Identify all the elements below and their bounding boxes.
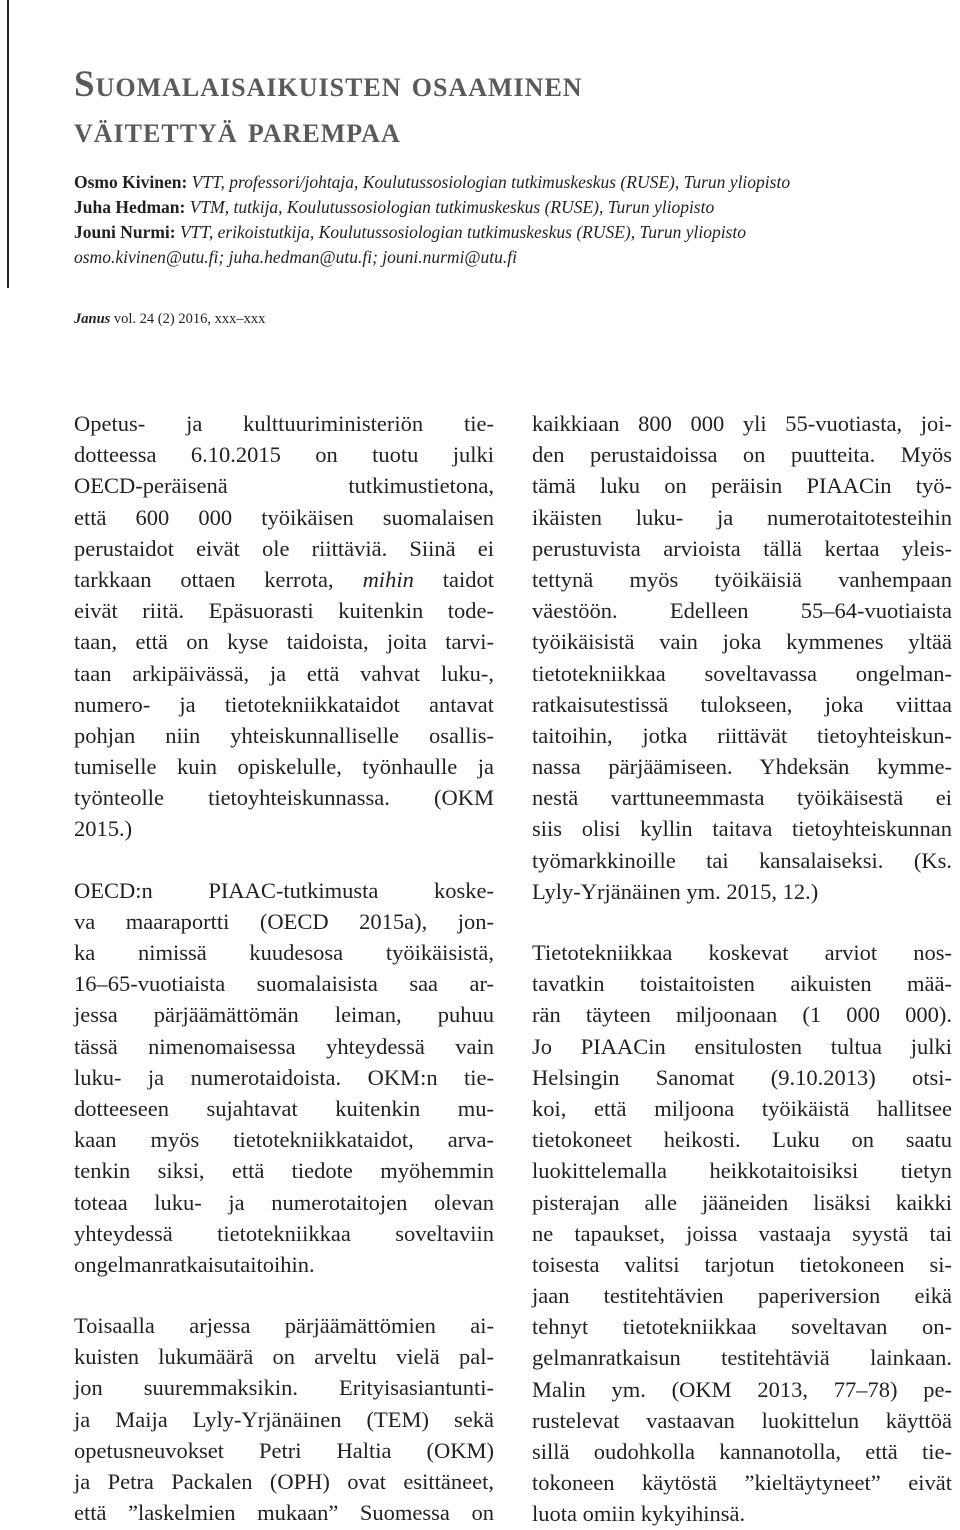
text-line: että 600 000 työikäisen suomalaisen: [74, 504, 494, 530]
text-line: tumiselle kuin opiskelulle, työnhaulle ja: [74, 754, 494, 780]
text-line: luokittelemalla heikkotaitoisiksi tietyn: [532, 1158, 952, 1184]
text-line: nestä varttuneemmasta työikäisestä ei: [532, 785, 952, 811]
text-line: tokoneen käytöstä ”kieltäytyneet” eivät: [532, 1470, 952, 1496]
text-line: työikäisistä vain joka kymmenes yltää: [532, 629, 952, 655]
margin-rule: [7, 0, 9, 288]
text-line: jaan testitehtävien paperiversion eikä: [532, 1283, 952, 1309]
text-line: Malin ym. (OKM 2013, 77–78) pe-: [532, 1376, 952, 1402]
text-line: tavatkin toistaitoisten aikuisten mää-: [532, 971, 952, 997]
text-line: OECD-peräisenä tutkimustietona,: [74, 473, 494, 499]
text-line: ratkaisutestissä tulokseen, joka viittaa: [532, 691, 952, 717]
text-line: tenkin siksi, että tiedote myöhemmin: [74, 1158, 494, 1184]
text-line: numero- ja tietotekniikkataidot antavat: [74, 691, 494, 717]
text-line: Helsingin Sanomat (9.10.2013) otsi-: [532, 1064, 952, 1090]
text-line: den perustaidoissa on puutteita. Myös: [532, 442, 952, 468]
author-affiliation: VTT, professori/johtaja, Koulutussosiologian tutkimuskeskus (RUSE), Turun yliopisto: [191, 172, 791, 192]
text-line: ja Petra Packalen (OPH) ovat esittäneet,: [74, 1469, 494, 1494]
author-affiliation: VTT, erikoistutkija, Koulutussosiologian tutkimuskeskus (RUSE), Turun yliopisto: [179, 222, 746, 242]
text-line: Jo PIAACin ensitulosten tultua julki: [532, 1033, 952, 1059]
paragraph: [532, 937, 952, 1530]
text-line: jon suuremmaksikin. Erityisasiantunti-: [74, 1375, 494, 1401]
text-line: 2015.): [74, 816, 133, 842]
text-line: työnteolle tietoyhteiskunnassa. (OKM: [74, 785, 494, 811]
author-row: [74, 170, 934, 195]
author-name: Jouni Nurmi:: [74, 222, 176, 242]
text-segment: taidot: [413, 566, 494, 592]
text-line: OECD:n PIAAC-tutkimusta koske-: [74, 877, 494, 903]
author-row: [74, 220, 934, 245]
article-title: [74, 62, 914, 154]
text-line: toisesta valitsi tarjotun tietokoneen si-: [532, 1251, 952, 1277]
text-line: koi, että miljoona työikäistä hallitsee: [532, 1095, 952, 1121]
text-line: ka nimissä kuudesosa työikäisistä,: [74, 940, 494, 965]
author-affiliation: VTM, tutkija, Koulutussosiologian tutkimuskeskus (RUSE), Turun yliopisto: [189, 197, 715, 217]
text-line: nassa pärjäämiseen. Yhdeksän kymme-: [532, 754, 952, 780]
left-column: [74, 408, 494, 1528]
text-line: kaikkiaan 800 000 yli 55-vuotiasta, joi-: [532, 411, 952, 436]
text-line: rän täyteen miljoonaan (1 000 000).: [532, 1002, 952, 1028]
text-line: toteaa luku- ja numerotaitojen olevan: [74, 1189, 494, 1215]
text-line: opetusneuvokset Petri Haltia (OKM): [74, 1437, 494, 1463]
text-line: yhteydessä tietotekniikkaa soveltaviin: [74, 1220, 494, 1246]
text-line: tehnyt tietotekniikkaa soveltavan on-: [532, 1314, 952, 1340]
text-line: pisterajan alle jääneiden lisäksi kaikki: [532, 1189, 952, 1215]
text-line: jessa pärjäämättömän leiman, puhuu: [74, 1002, 494, 1028]
emphasis-text: mihin: [362, 566, 414, 592]
text-line: tässä nimenomaisessa yhteydessä vain: [74, 1033, 494, 1059]
text-line: luota omiin kykyihinsä.: [532, 1501, 746, 1527]
text-line: Tietotekniikkaa koskevat arviot nos-: [532, 940, 952, 965]
text-line: tämä luku on peräisin PIAACin työ-: [532, 473, 952, 499]
text-line: taan, että on kyse taidoista, joita tarvi-: [74, 629, 494, 655]
text-line: eivät riitä. Epäsuorasti kuitenkin tode-: [74, 598, 494, 624]
right-column: [532, 408, 952, 1530]
journal-citation: [74, 309, 265, 329]
text-line: dotteeseen sujahtavat kuitenkin mu-: [74, 1095, 494, 1121]
title-line-1: Suomalaisaikuisten osaaminen: [74, 64, 583, 105]
text-line: taitoihin, jotka riittävät tietoyhteiskun-: [532, 722, 952, 748]
text-line: va maaraportti (OECD 2015a), jon-: [74, 908, 494, 934]
text-line: perustaidot eivät ole riittäviä. Siinä ei: [74, 535, 494, 561]
text-line: taan arkipäivässä, ja että vahvat luku-,: [74, 660, 494, 686]
paragraph: [74, 408, 494, 845]
author-name: Osmo Kivinen:: [74, 172, 188, 192]
text-line: tietotekniikkaa soveltavassa ongelman-: [532, 660, 952, 686]
text-line: ne tapaukset, joissa vastaaja syystä tai: [532, 1220, 952, 1246]
text-line: 16–65-vuotiaista suomalaisista saa ar-: [74, 971, 494, 997]
text-line: siis olisi kyllin taitava tietoyhteiskunnan: [532, 816, 952, 842]
text-line: ongelmanratkaisutaitoihin.: [74, 1251, 315, 1277]
text-line: rustelevat vastaavan luokittelun käyttöä: [532, 1407, 952, 1433]
text-line: Toisaalla arjessa pärjäämättömien ai-: [74, 1313, 494, 1339]
text-line: ja Maija Lyly-Yrjänäinen (TEM) sekä: [74, 1406, 494, 1432]
citation-details: vol. 24 (2) 2016, xxx–xxx: [113, 311, 266, 327]
paragraph: [74, 875, 494, 1280]
text-line: perustuvista arvioista tällä kertaa yleis-: [532, 535, 952, 561]
paragraph: [74, 1310, 494, 1528]
text-line: kuisten lukumäärä on arveltu vielä pal-: [74, 1344, 494, 1370]
paragraph: [532, 408, 952, 907]
author-block: [74, 170, 934, 270]
text-line: että ”laskelmien mukaan” Suomessa on: [74, 1500, 494, 1526]
text-line: kaan myös tietotekniikkataidot, arva-: [74, 1127, 494, 1153]
text-line: tettynä myös työikäisiä vanhempaan: [532, 566, 952, 592]
journal-name: Janus: [74, 311, 111, 327]
text-line: luku- ja numerotaidoista. OKM:n tie-: [74, 1064, 494, 1090]
author-name: Juha Hedman:: [74, 197, 186, 217]
text-line: tietokoneet heikosti. Luku on saatu: [532, 1127, 952, 1153]
title-line-2: väitettyä parempaa: [74, 110, 401, 151]
text-segment: tarkkaan ottaen kerrota,: [74, 566, 363, 592]
text-line: dotteessa 6.10.2015 on tuotu julki: [74, 442, 494, 468]
text-line: väestöön. Edelleen 55–64-vuotiaista: [532, 598, 952, 624]
text-line: gelmanratkaisun testitehtäviä lainkaan.: [532, 1345, 952, 1371]
author-emails: osmo.kivinen@utu.fi; juha.hedman@utu.fi; jouni.nurmi@utu.fi: [74, 247, 517, 267]
text-line: Lyly-Yrjänäinen ym. 2015, 12.): [532, 878, 819, 904]
text-line: sillä oudohkolla kannanotolla, että tie-: [532, 1439, 952, 1464]
text-line: työmarkkinoille tai kansalaiseksi. (Ks.: [532, 847, 952, 873]
text-line: [74, 564, 494, 595]
text-line: pohjan niin yhteiskunnalliselle osallis-: [74, 722, 494, 748]
author-row: [74, 195, 934, 220]
text-line: Opetus- ja kulttuuriministeriön tie-: [74, 411, 494, 436]
text-line: ikäisten luku- ja numerotaitotesteihin: [532, 504, 952, 530]
